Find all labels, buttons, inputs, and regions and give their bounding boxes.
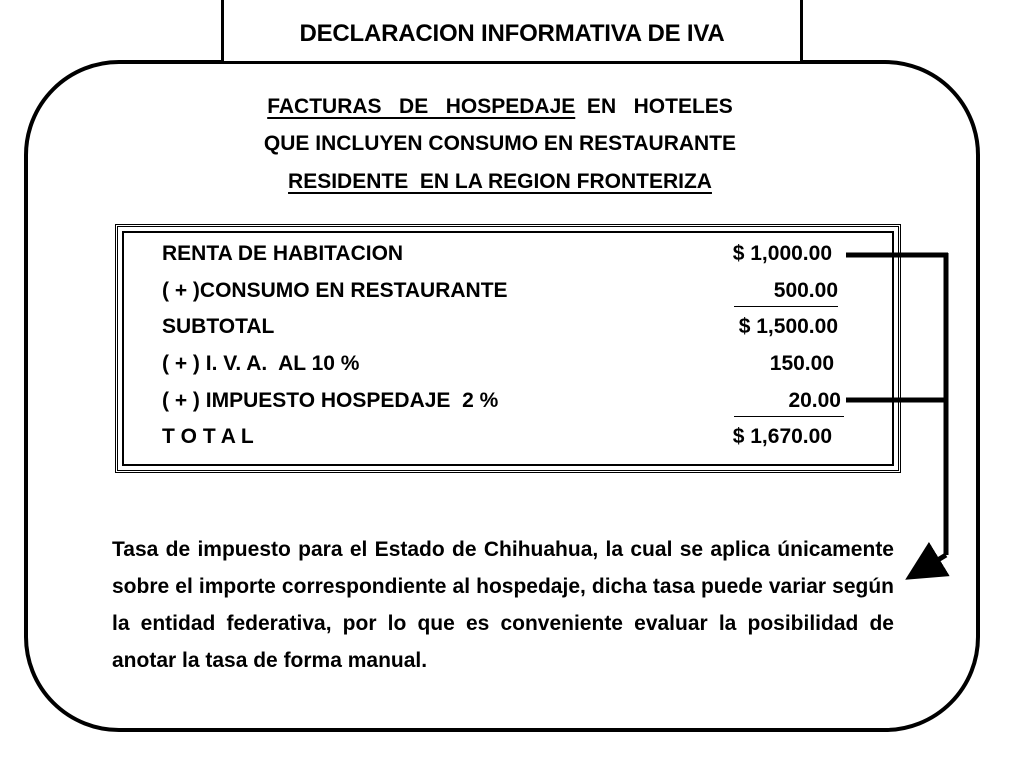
row-label-iva: ( + ) I. V. A. AL 10 %: [162, 352, 360, 375]
page-title: DECLARACION INFORMATIVA DE IVA: [299, 20, 725, 47]
subtitle-phrase: EN HOTELES: [575, 95, 733, 118]
row-label-subtotal: SUBTOTAL: [162, 315, 275, 338]
row-value-impuesto-hospedaje: 20.00: [788, 389, 841, 412]
title-box: [221, 0, 803, 64]
row-value-subtotal: $ 1,500.00: [738, 315, 838, 338]
row-label-impuesto-hospedaje: ( + ) IMPUESTO HOSPEDAJE 2 %: [162, 389, 499, 412]
row-value-total: $ 1,670.00: [732, 425, 832, 448]
row-value-renta: $ 1,000.00: [732, 242, 832, 265]
row-label-renta: RENTA DE HABITACION: [162, 242, 404, 265]
row-value-iva: 150.00: [769, 352, 834, 375]
row-label-total: T O T A L: [162, 425, 254, 448]
row-label-consumo: ( + )CONSUMO EN RESTAURANTE: [162, 279, 508, 302]
subtitle-underlined-phrase: FACTURAS DE HOSPEDAJE: [267, 95, 576, 118]
subtitle-line-2: QUE INCLUYEN CONSUMO EN RESTAURANTE: [263, 132, 737, 155]
tax-rate-note: Tasa de impuesto para el Estado de Chihuahua, la cual se aplica únicamente sobre el importe correspondiente al hospedaje, dicha tasa puede variar según la entidad federativa, por lo que es conveniente evaluar la posibilidad de anotar la tasa de forma manual.: [112, 538, 894, 672]
subtitle-underlined-phrase-2: RESIDENTE EN LA REGION FRONTERIZA: [288, 170, 712, 193]
row-value-consumo: 500.00: [773, 279, 838, 302]
